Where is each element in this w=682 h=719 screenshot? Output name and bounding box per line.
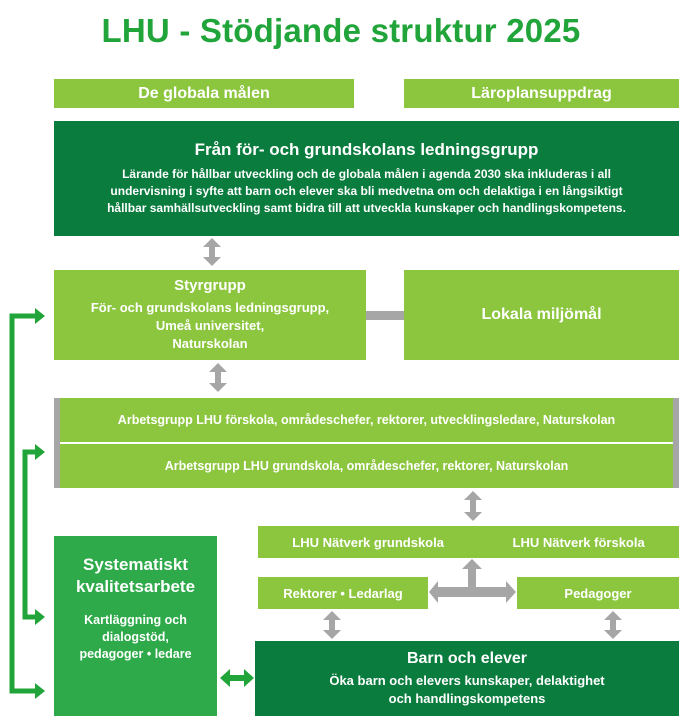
arrow-to-quality-mid [35, 609, 45, 625]
arrow-to-workgroup [35, 444, 45, 460]
styrgrupp-box [54, 270, 366, 360]
network-box [258, 526, 679, 558]
quality-work-text: Kartläggning och [84, 613, 187, 627]
arrow-principals-children [323, 611, 341, 639]
quality-work-box [54, 536, 217, 716]
quality-work-heading: kvalitetsarbete [75, 577, 196, 596]
leadership-text-line: Lärande för hållbar utveckling och de globala målen i agenda 2030 ska inkluderas i all [122, 167, 611, 181]
arrow-teachers-children [604, 611, 622, 639]
quality-work-text: pedagoger • ledare [79, 647, 192, 661]
styrgrupp-member: För- och grundskolans ledningsgrupp, [90, 300, 330, 315]
workgroup-school-box [54, 444, 679, 488]
leadership-text-line: undervisning i syfte att barn och elever ska bli medvetna om och delaktiga i en långsiktigt [110, 184, 623, 198]
global-goals-box [54, 79, 354, 108]
styrgrupp-member: Umeå universitet, [155, 318, 265, 333]
page-title: LHU - Stödjande struktur 2025 [101, 12, 581, 49]
arrow-workgroup-network [464, 491, 482, 521]
arrow-to-quality-bottom [35, 683, 45, 699]
local-goals-box [404, 270, 679, 360]
network-preschool-label: LHU Nätverk förskola [512, 534, 645, 550]
arrow-leadership-styrgrupp [203, 238, 221, 266]
leadership-text-line: hållbar samhällsutveckling samt bidra till att utveckla kunskaper och handlingskompetens. [107, 201, 626, 215]
workgroup-preschool-box [54, 398, 679, 442]
teachers-label: Pedagoger [564, 585, 632, 601]
curriculum-box [404, 79, 679, 108]
feedback-loop-lines [12, 316, 37, 691]
styrgrupp-member: Naturskolan [172, 336, 248, 351]
quality-work-text: dialogstöd, [102, 630, 169, 644]
network-school-label: LHU Nätverk grundskola [292, 534, 444, 550]
workgroup-school-label: Arbetsgrupp LHU grundskola, områdeschefer, rektorer, Naturskolan [164, 459, 569, 473]
principals-box [258, 577, 428, 609]
curriculum-label: Läroplansuppdrag [471, 84, 612, 102]
local-goals-label: Lokala miljömål [481, 306, 602, 323]
leadership-box [54, 121, 679, 236]
principals-label: Rektorer • Ledarlag [283, 585, 403, 601]
children-text-line: Öka barn och elevers kunskaper, delaktighet [329, 672, 605, 688]
arrow-to-styrgrupp [35, 308, 45, 324]
children-students-box [255, 641, 679, 716]
children-heading: Barn och elever [406, 649, 528, 667]
quality-work-heading: Systematiskt [83, 555, 188, 574]
arrow-quality-children [220, 669, 254, 687]
children-text-line: och handlingskompetens [388, 690, 546, 706]
workgroup-preschool-label: Arbetsgrupp LHU förskola, områdeschefer, rektorer, utvecklingsledare, Naturskolan [117, 413, 616, 427]
styrgrupp-local-connector [366, 311, 404, 320]
styrgrupp-heading: Styrgrupp [174, 277, 246, 294]
arrow-styrgrupp-workgroup [209, 363, 227, 392]
arrow-network-split [429, 559, 516, 603]
teachers-box [517, 577, 679, 609]
leadership-heading: Från för- och grundskolans ledningsgrupp [194, 140, 539, 159]
global-goals-label: De globala målen [138, 84, 270, 102]
